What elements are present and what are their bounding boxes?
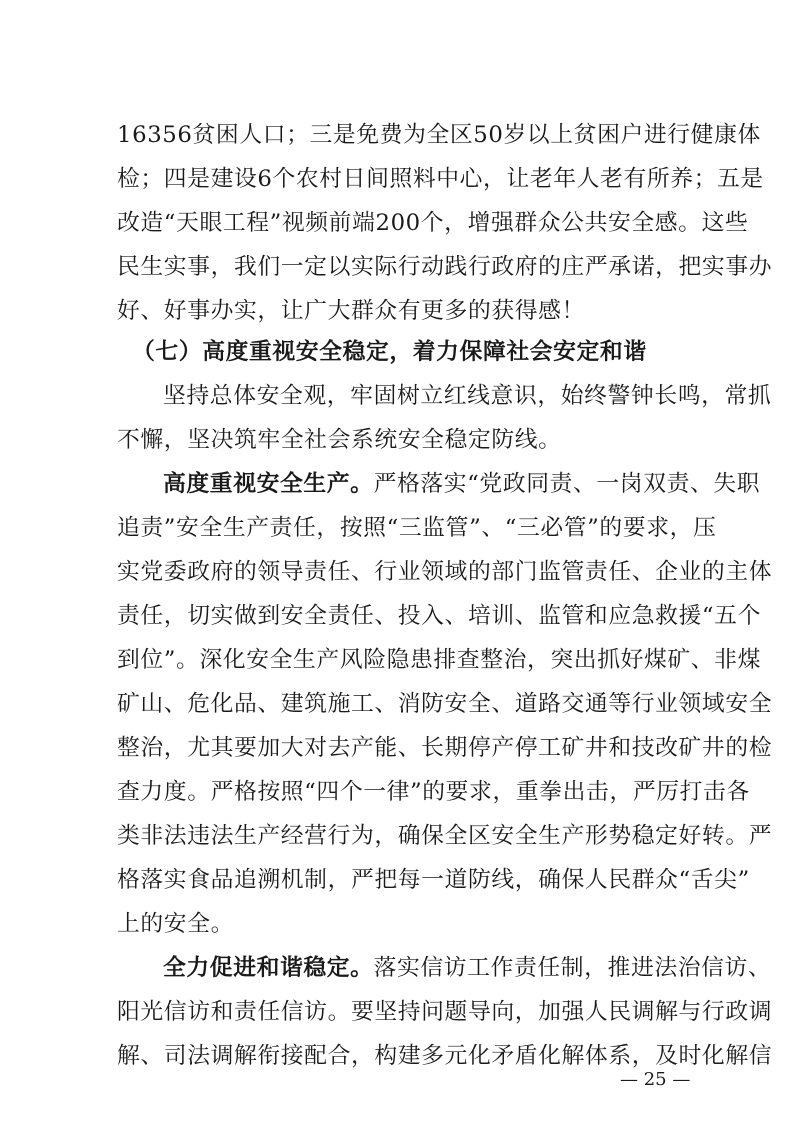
body-line: 矿山、危化品、建筑施工、消防安全、道路交通等行业领域安全 [117, 691, 773, 717]
body-line: 检；四是建设6个农村日间照料中心，让老年人老有所养；五是 [117, 166, 764, 192]
body-line: 16356贫困人口；三是免费为全区50岁以上贫困户进行健康体 [117, 122, 761, 148]
body-line: 到位”。深化安全生产风险隐患排查整治，突出抓好煤矿、非煤 [117, 647, 761, 673]
section-heading: （七）高度重视安全稳定，着力保障社会安定和谐 [132, 339, 647, 365]
body-line: 改造“天眼工程”视频前端200个，增强群众公共安全感。这些 [117, 210, 749, 236]
page-number: — 25 — [620, 1069, 691, 1090]
paragraph-lead: 高度重视安全生产。 [163, 471, 374, 497]
paragraph-first-line [163, 469, 761, 499]
body-line: 追责”安全生产责任，按照“三监管”、“三必管”的要求，压 [117, 515, 717, 541]
body-line: 查力度。严格按照“四个一律”的要求，重拳出击，严厉打击各 [117, 779, 750, 805]
body-line: 上的安全。 [117, 911, 234, 937]
paragraph-text: 严格落实“党政同责、一岗双责、失职 [373, 471, 761, 497]
paragraph-first-line [163, 953, 772, 983]
body-line: 不懈，坚决筑牢全社会系统安全稳定防线。 [117, 427, 562, 453]
body-line: 责任，切实做到安全责任、投入、培训、监管和应急救援“五个 [117, 603, 761, 629]
body-line: 阳光信访和责任信访。要坚持问题导向，加强人民调解与行政调 [117, 999, 773, 1025]
body-line: 坚持总体安全观，牢固树立红线意识，始终警钟长鸣，常抓 [163, 383, 772, 409]
body-line: 类非法违法生产经营行为，确保全区安全生产形势稳定好转。严 [117, 823, 773, 849]
paragraph-text: 落实信访工作责任制，推进法治信访、 [373, 955, 772, 981]
body-line: 整治，尤其要加大对去产能、长期停产停工矿井和技改矿井的检 [117, 735, 773, 761]
body-line: 实党委政府的领导责任、行业领域的部门监管责任、企业的主体 [117, 559, 773, 585]
body-line: 民生实事，我们一定以实际行动践行政府的庄严承诺，把实事办 [117, 254, 773, 280]
body-line: 解、司法调解衔接配合，构建多元化矛盾化解体系，及时化解信 [117, 1043, 773, 1069]
paragraph-lead: 全力促进和谐稳定。 [163, 955, 374, 981]
body-line: 格落实食品追溯机制，严把每一道防线，确保人民群众“舌尖” [117, 867, 750, 893]
body-line: 好、好事办实，让广大群众有更多的获得感！ [117, 298, 585, 324]
